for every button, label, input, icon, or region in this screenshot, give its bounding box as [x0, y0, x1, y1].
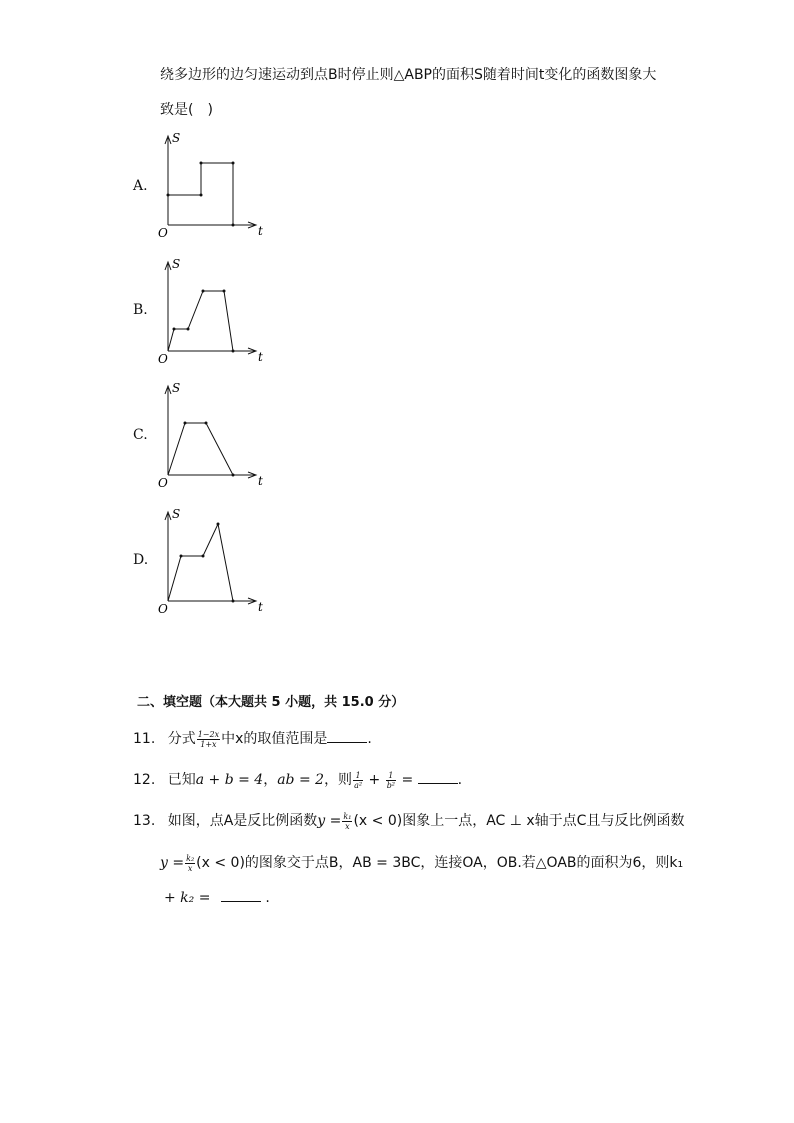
graph-point [217, 523, 220, 526]
graph-point [223, 290, 226, 293]
q12-cond2: ab = 2 [277, 772, 325, 788]
graph-curve [168, 423, 233, 475]
q13-l1a: 如图，点A是反比例函数 [167, 813, 318, 829]
graph-point [232, 162, 235, 165]
graph-curve [168, 524, 233, 601]
q12-number: 12. [133, 772, 156, 788]
q12-end: . [457, 772, 463, 788]
option-d-label: D. [133, 552, 149, 568]
intro-line-2: 致是( ) [160, 102, 213, 118]
y-axis-label: S [172, 381, 181, 395]
y-axis-label: S [172, 131, 181, 145]
q12-plus: + [364, 772, 385, 788]
x-axis-label: t [258, 224, 263, 238]
q12-frac2: $\frac{1}{\text{b²}}$ [386, 770, 396, 790]
graph-point [232, 474, 235, 477]
q13-blank[interactable] [221, 889, 261, 902]
intro-line-1: 绕多边形的边匀速运动到点B时停止则△ABP的面积S随着时间t变化的函数图象大 [160, 67, 657, 83]
graph-a [150, 130, 270, 240]
graph-point [202, 290, 205, 293]
graph-point [187, 328, 190, 331]
graph-point [232, 600, 235, 603]
q11-post: 中x的取值范围是 [221, 731, 328, 747]
q13-l3b: . [265, 890, 270, 906]
q13-frac2: $\frac{\text{k₂}}{x}$ [186, 853, 195, 873]
graph-d [150, 506, 270, 616]
q12-cond1: a + b = 4 [195, 772, 264, 788]
x-axis-label: t [258, 474, 263, 488]
origin-label: O [158, 476, 168, 490]
q13-l2b: (x < 0)的图象交于点B，AB = 3BC，连接OA，OB.若△OAB的面积为6，则k₁ [196, 855, 684, 871]
graph-point [202, 555, 205, 558]
origin-label: O [158, 226, 168, 240]
graph-point [180, 555, 183, 558]
q12-mid: ，则 [324, 772, 353, 788]
q12-eq: = [397, 772, 418, 788]
y-axis-label: S [172, 257, 181, 271]
q12-frac1: $\frac{1}{\text{a²}}$ [354, 770, 363, 790]
graph-point [167, 194, 170, 197]
q12-blank[interactable] [418, 771, 458, 784]
q11-end: . [367, 731, 372, 747]
question-13-line-1 [133, 810, 684, 831]
q11-pre: 分式 [167, 731, 196, 747]
q11-number: 11. [133, 731, 156, 747]
q12-sep: ， [263, 772, 278, 788]
q13-l1b: y = [317, 813, 342, 829]
graph-point [173, 328, 176, 331]
x-axis-label: t [258, 350, 263, 364]
option-a-label: A. [133, 178, 148, 194]
question-11 [133, 728, 372, 749]
q11-blank[interactable] [327, 730, 367, 743]
question-13-line-2 [160, 852, 683, 873]
q11-fraction: $\frac{1-2x}{1+x}$ [197, 729, 220, 749]
option-b-label: B. [133, 302, 148, 318]
q12-pre: 已知 [167, 772, 196, 788]
graph-point [205, 422, 208, 425]
graph-b [150, 256, 270, 366]
graph-point [184, 422, 187, 425]
question-12 [133, 769, 462, 790]
q13-l1c: (x < 0)图象上一点，AC ⊥ x轴于点C且与反比例函数 [353, 813, 685, 829]
graph-point [200, 194, 203, 197]
q13-frac1: $\frac{\text{k₁}}{x}$ [343, 811, 352, 831]
graph-point [232, 350, 235, 353]
option-c-label: C. [133, 427, 148, 443]
graph-curve [168, 291, 233, 351]
q13-l3a: + k₂ = [164, 890, 211, 906]
origin-label: O [158, 352, 168, 366]
origin-label: O [158, 602, 168, 616]
graph-point [232, 224, 235, 227]
q13-number: 13. [133, 813, 156, 829]
x-axis-label: t [258, 600, 263, 614]
section-heading: 二、填空题（本大题共 5 小题，共 15.0 分） [137, 695, 405, 710]
q13-l2a: y = [160, 855, 185, 871]
graph-c [150, 380, 270, 490]
y-axis-label: S [172, 507, 181, 521]
question-13-line-3 [164, 889, 270, 906]
graph-point [200, 162, 203, 165]
